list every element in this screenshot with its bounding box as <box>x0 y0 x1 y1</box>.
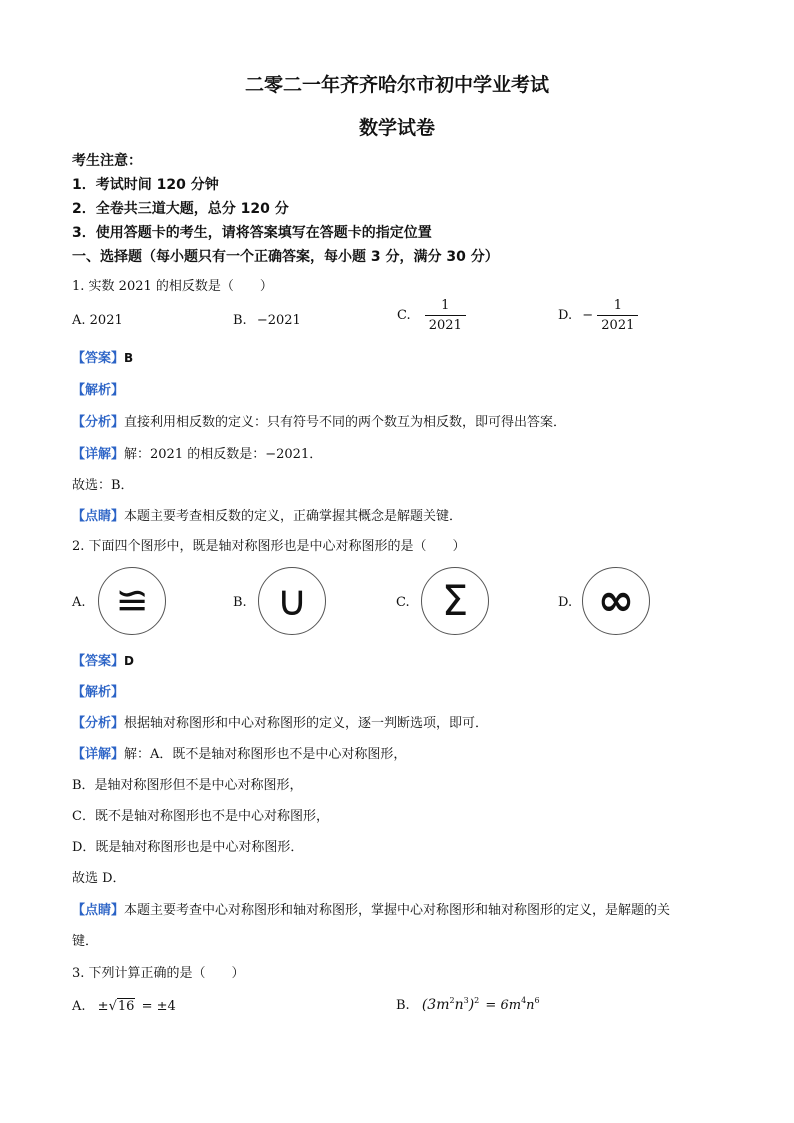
q2-xiangjie-tag: 【详解】 <box>72 747 125 762</box>
notice-item-1: 1．考试时间 120 分钟 <box>72 177 219 193</box>
q3-option-a-pm: ± <box>97 999 109 1014</box>
q1-option-a: A. 2021 <box>72 313 123 328</box>
q3-option-a-radical-sign: √ <box>108 999 117 1014</box>
q1-option-d-sign: − <box>582 308 594 323</box>
q2-dianjing-tag: 【点睛】 <box>72 903 125 918</box>
q2-line-d: D．既是轴对称图形也是中心对称图形． <box>72 840 304 855</box>
q2-fenxi-text: 根据轴对称图形和中心对称图形的定义，逐一判断选项，即可． <box>124 716 489 731</box>
q2-option-a-figure <box>98 567 166 635</box>
q3-option-b-lhs: $(3m^2n^3)^2$ <box>421 996 480 1013</box>
q2-option-a-label: A. <box>72 595 86 610</box>
q3-option-a <box>72 999 176 1014</box>
q2-option-d-label: D. <box>558 595 573 610</box>
q2-option-c-figure <box>421 567 489 635</box>
q3-option-b-exp2: 6 <box>534 996 540 1005</box>
q1-option-d-denominator: 2021 <box>597 315 638 333</box>
q1-fenxi-tag: 【分析】 <box>72 415 125 430</box>
q3-option-a-rhs: = ±4 <box>141 999 176 1014</box>
q1-fenxi-text: 直接利用相反数的定义：只有符号不同的两个数互为相反数，即可得出答案． <box>124 415 567 430</box>
q2-line-b: B．是轴对称图形但不是中心对称图形， <box>72 778 303 793</box>
q1-option-c-numerator: 1 <box>441 298 450 313</box>
q1-fenxi <box>72 411 566 430</box>
q2-choose: 故选 D． <box>72 871 126 886</box>
q3-option-b-equals: = <box>485 998 497 1013</box>
q1-xiangjie <box>72 443 322 462</box>
page-subtitle: 数学试卷 <box>358 117 435 139</box>
q3-option-b <box>396 996 540 1013</box>
q3-option-b-label: B. <box>396 998 410 1013</box>
q2-fenxi <box>72 712 488 731</box>
q1-xiangjie-text: 解：2021 的相反数是：−2021． <box>124 447 323 462</box>
q3-option-b-n: n <box>526 998 535 1013</box>
q2-option-b-symbol: ∪ <box>276 576 308 625</box>
q3-option-b-expr: 6m <box>500 998 522 1013</box>
q2-answer <box>72 650 134 669</box>
q2-option-b-label: B. <box>233 595 247 610</box>
q2-answer-tag: 【答案】 <box>72 654 125 669</box>
q1-option-d-fraction <box>597 298 638 333</box>
page-title: 二零二一年齐齐哈尔市初中学业考试 <box>244 74 549 96</box>
q1-option-c-denominator: 2021 <box>425 315 466 333</box>
q1-option-b-value: −2021 <box>256 313 301 328</box>
q2-option-d-symbol: ∞ <box>597 575 635 626</box>
q1-choose: 故选：B． <box>72 478 134 493</box>
q1-xiangjie-tag: 【详解】 <box>72 447 125 462</box>
q1-option-d-label: D. <box>558 308 573 323</box>
q1-option-b <box>233 313 301 328</box>
q1-answer-tag: 【答案】 <box>72 351 125 366</box>
q1-analysis-tag: 【解析】 <box>72 383 125 398</box>
q2-xiangjie-text: 解：A．既不是轴对称图形也不是中心对称图形， <box>124 747 407 762</box>
q3-option-a-radicand: 16 <box>117 999 135 1014</box>
q2-option-d-figure <box>582 567 650 635</box>
notice-item-2: 2．全卷共三道大题，总分 120 分 <box>72 201 289 217</box>
q2-fenxi-tag: 【分析】 <box>72 716 125 731</box>
q2-option-c-label: C. <box>396 595 410 610</box>
q3-stem: 3. 下列计算正确的是（ ） <box>72 966 245 981</box>
q1-dianjing-text: 本题主要考查相反数的定义，正确掌握其概念是解题关键． <box>124 509 463 524</box>
q2-xiangjie <box>72 743 406 762</box>
q1-dianjing-tag: 【点睛】 <box>72 509 125 524</box>
q2-option-c-symbol: Σ <box>441 576 469 625</box>
q1-answer <box>72 347 133 366</box>
q2-dianjing-text: 本题主要考查中心对称图形和轴对称图形，掌握中心对称图形和轴对称图形的定义，是解题的关 <box>124 903 671 918</box>
q3-option-a-label: A. <box>72 999 86 1014</box>
q1-option-d <box>558 298 638 333</box>
q1-option-c-label: C. <box>397 308 411 323</box>
q2-analysis-tag: 【解析】 <box>72 685 125 700</box>
notice-item-3: 3．使用答题卡的考生，请将答案填写在答题卡的指定位置 <box>72 225 432 241</box>
q1-option-d-numerator: 1 <box>613 298 622 313</box>
q2-line-c: C．既不是轴对称图形也不是中心对称图形， <box>72 809 329 824</box>
q1-option-c-fraction <box>425 298 466 333</box>
q2-option-a-symbol: ≌ <box>115 578 149 624</box>
q2-dianjing <box>72 899 670 918</box>
q1-dianjing <box>72 505 462 524</box>
q2-dianjing-continued: 键． <box>72 934 99 949</box>
q1-answer-value: B <box>124 351 134 365</box>
q2-option-b-figure <box>258 567 326 635</box>
section-heading: 一、选择题（每小题只有一个正确答案，每小题 3 分，满分 30 分） <box>72 249 499 265</box>
notice-heading: 考生注意： <box>72 153 142 169</box>
q1-stem: 1. 实数 2021 的相反数是（ ） <box>72 279 273 294</box>
q1-option-c <box>397 298 466 333</box>
q2-stem: 2. 下面四个图形中，既是轴对称图形也是中心对称图形的是（ ） <box>72 539 466 554</box>
q3-option-b-exp1: 4 <box>521 996 527 1005</box>
q1-option-b-label: B. <box>233 313 247 328</box>
q2-answer-value: D <box>124 654 134 668</box>
